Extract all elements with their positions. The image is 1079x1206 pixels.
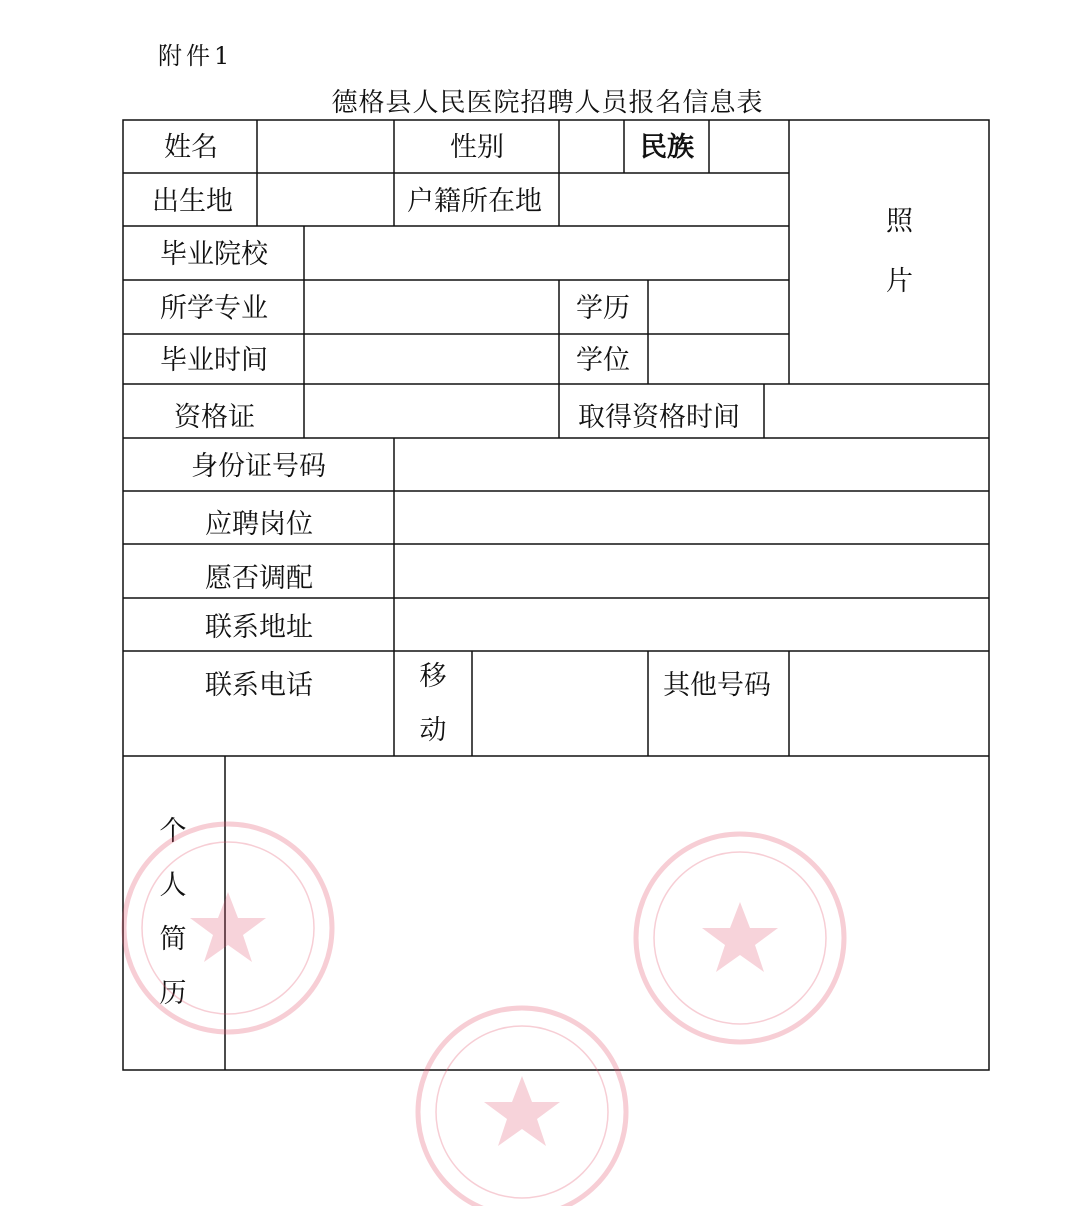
label-other-number: 其他号码 bbox=[663, 670, 771, 701]
label-gender: 性别 bbox=[450, 132, 504, 163]
label-qualification: 资格证 bbox=[174, 402, 255, 433]
label-household: 户籍所在地 bbox=[407, 186, 542, 217]
label-ethnicity: 民族 bbox=[640, 132, 694, 163]
label-graduation-time: 毕业时间 bbox=[160, 345, 268, 376]
label-name: 姓名 bbox=[164, 132, 218, 163]
attachment-label: 附件1 bbox=[158, 42, 234, 70]
label-school: 毕业院校 bbox=[160, 239, 268, 270]
label-birthplace: 出生地 bbox=[152, 186, 233, 217]
label-qualification-time: 取得资格时间 bbox=[578, 402, 740, 433]
label-degree: 学位 bbox=[576, 345, 630, 376]
form-title: 德格县人民医院招聘人员报名信息表 bbox=[331, 88, 764, 118]
resume-char-3: 简 bbox=[159, 924, 187, 955]
resume-char-1: 个 bbox=[159, 816, 187, 847]
label-id-number: 身份证号码 bbox=[191, 451, 326, 482]
mobile-char-2: 动 bbox=[419, 715, 447, 746]
label-adjust: 愿否调配 bbox=[205, 563, 313, 594]
resume-char-4: 历 bbox=[159, 978, 187, 1009]
label-address: 联系地址 bbox=[205, 612, 313, 643]
label-major: 所学专业 bbox=[160, 293, 268, 324]
photo-char-2: 片 bbox=[886, 266, 913, 297]
resume-char-2: 人 bbox=[159, 870, 187, 901]
photo-char-1: 照 bbox=[886, 206, 913, 237]
label-phone: 联系电话 bbox=[205, 670, 313, 701]
mobile-char-1: 移 bbox=[419, 661, 447, 692]
label-position: 应聘岗位 bbox=[205, 509, 313, 540]
label-education: 学历 bbox=[576, 293, 630, 324]
